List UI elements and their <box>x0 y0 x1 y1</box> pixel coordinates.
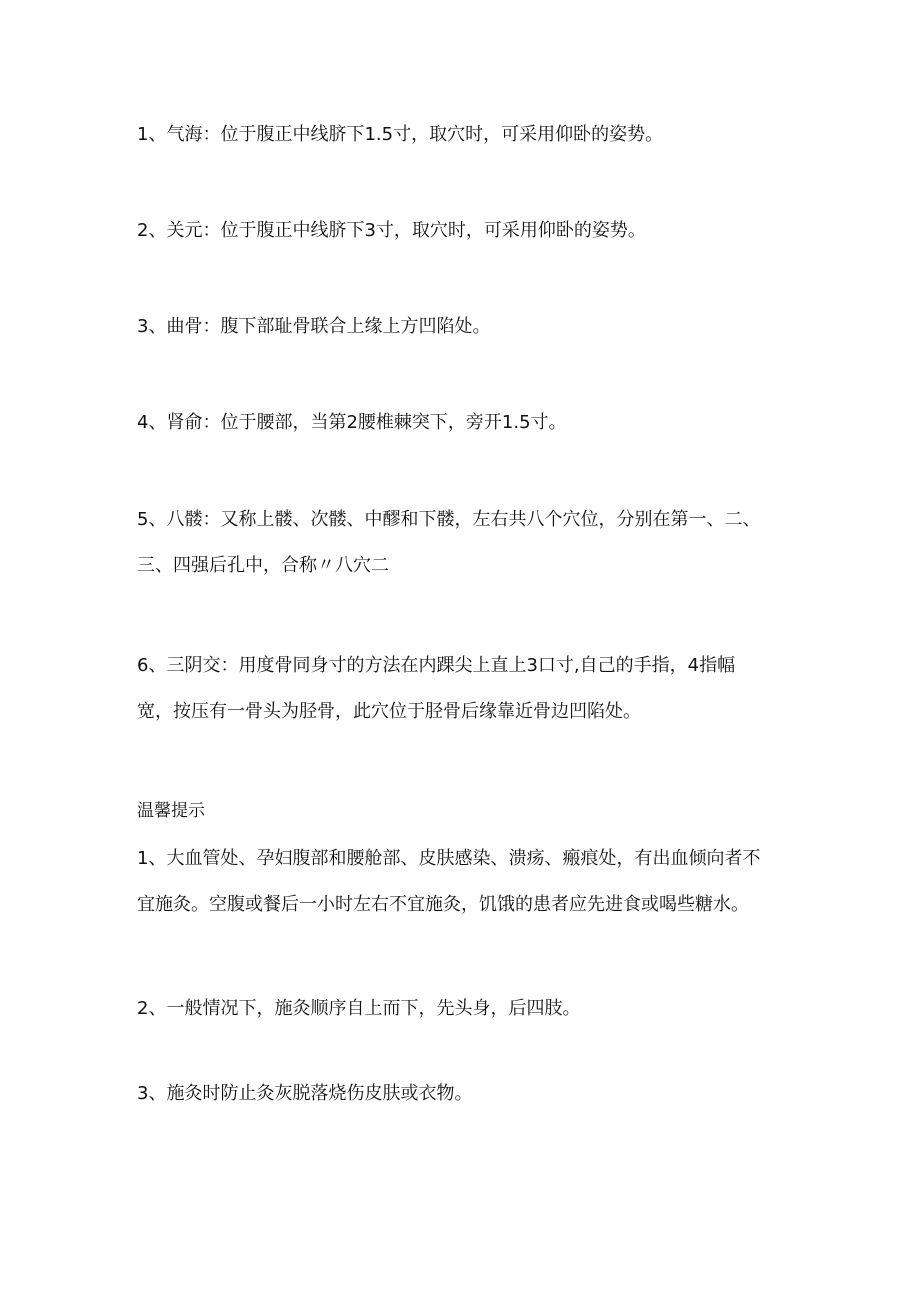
text-line: 1、大血管处、孕妇腹部和腰舱部、皮肤感染、溃疡、瘢痕处，有出血倾向者不 <box>137 848 761 869</box>
text-line: 6、三阴交：用度骨同身寸的方法在内踝尖上直上3口寸,自己的手指，4指幅 <box>137 655 736 676</box>
text-line: 宽，按压有一骨头为胫骨，此穴位于胫骨后缘靠近骨边凹陷处。 <box>137 701 641 722</box>
tips-heading: 温馨提示 <box>137 801 205 821</box>
text-line: 4、肾俞：位于腰部，当第2腰椎棘突下，旁开1.5寸。 <box>137 412 567 433</box>
tip-item-3 <box>137 1071 787 1117</box>
text-line: 宜施灸。空腹或餐后一小时左右不宜施灸，饥饿的患者应先进食或喝些糖水。 <box>137 894 749 915</box>
acupoint-qihai <box>137 112 787 158</box>
text-line: 1、气海：位于腹正中线脐下1.5寸，取穴时，可采用仰卧的姿势。 <box>137 124 664 145</box>
acupoint-guanyuan <box>137 208 787 254</box>
acupoint-qugu <box>137 304 787 350</box>
text-line: 三、四强后孔中，合称〃八穴二 <box>137 555 389 576</box>
text-line: 2、关元：位于腹正中线脐下3寸，取穴时，可采用仰卧的姿势。 <box>137 220 646 241</box>
text-line: 5、八髅：又称上髅、次髅、中醪和下髅，左右共八个穴位，分别在第一、二、 <box>137 509 761 530</box>
text-line: 2、一般情况下，施灸顺序自上而下，先头身，后四肢。 <box>137 998 581 1019</box>
acupoint-baliao <box>137 497 787 589</box>
acupoint-shenshu <box>137 400 787 446</box>
text-line: 3、施灸时防止灸灰脱落烧伤皮肤或衣物。 <box>137 1083 473 1104</box>
text-line: 3、曲骨：腹下部耻骨联合上缘上方凹陷处。 <box>137 316 491 337</box>
tip-item-2 <box>137 986 787 1032</box>
acupoint-sanyinjiao <box>137 643 787 735</box>
tip-item-1 <box>137 836 787 928</box>
